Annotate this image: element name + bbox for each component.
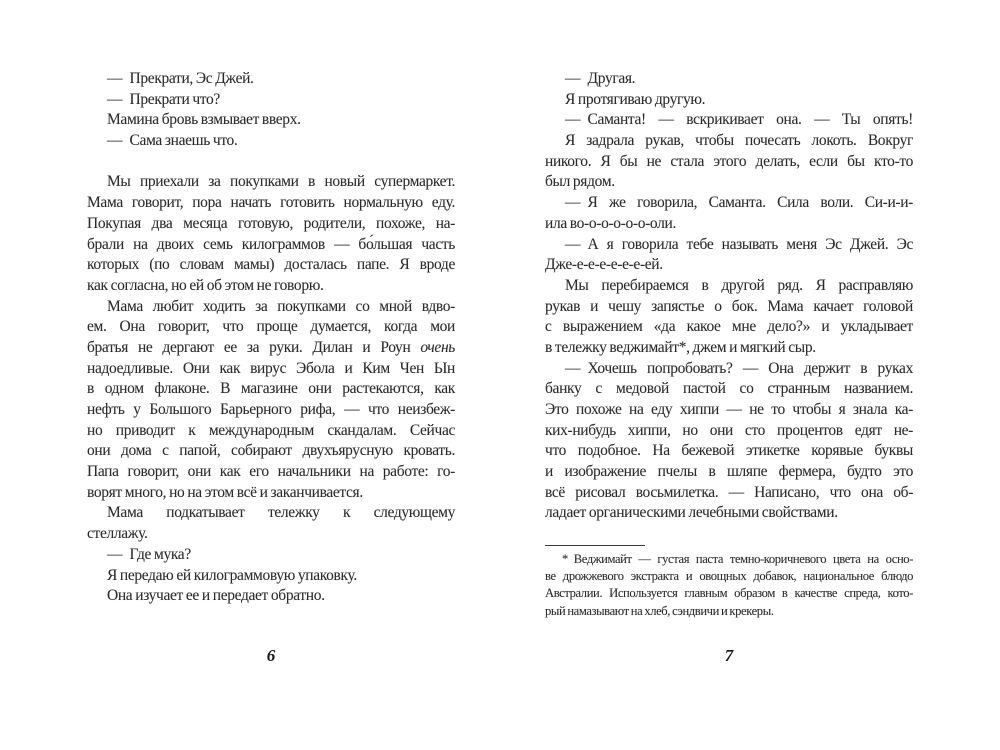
text-line: ладает органическими лечебными свойствами.: [545, 504, 838, 522]
text-line: ем. Она говорит, что проще думается, когда мои: [87, 318, 455, 336]
text-line: — А я говорила тебе называть меня Эс Джей. Эс: [565, 235, 913, 253]
text-line: * Веджимайт — густая паста темно-коричневого цвета на осно-: [562, 552, 913, 566]
text-line: ких-нибудь хиппи, но они сто процентов едят не-: [545, 421, 913, 439]
text-line: Я протягиваю другую.: [565, 90, 706, 108]
text-line: Я задрала рукав, чтобы почесать локоть. Вокруг: [565, 132, 913, 150]
text-line: ила во-о-о-о-о-о-оли.: [545, 214, 676, 232]
footnote: [545, 551, 913, 620]
left-page: [87, 0, 455, 750]
text-line: Мама любит ходить за покупками со мной вдво-: [107, 297, 455, 315]
text-line: — Где мука?: [107, 545, 191, 563]
text-line: надоедливые. Они как вирус Эбола и Ким Чен Ын: [87, 359, 455, 377]
page-number-right: 7: [724, 646, 734, 665]
text-line: Она изучает ее и передает обратно.: [107, 587, 325, 605]
text-line: Дже-е-е-е-е-е-е-ей.: [545, 256, 663, 274]
text-line: Австралии. Используется главным образом в качестве спреда, кото-: [545, 586, 913, 601]
text-line: брали на двоих семь килограммов — бо́льшая часть: [87, 235, 455, 253]
text-line: братья не дергают ее за руки. Дилан и Роун очень: [87, 338, 455, 356]
text-line: ворят много, но на этом всё и заканчивается.: [87, 483, 363, 501]
text-line: никого. Я бы не стала этого делать, если бы кто-то: [545, 152, 913, 170]
footnote-rule: [545, 545, 645, 546]
right-text-column: [545, 69, 913, 524]
text-line: Мамина бровь взмывает вверх.: [107, 111, 301, 129]
text-line: нефть у Большого Барьерного рифа, — что неизбеж-: [87, 401, 455, 418]
text-line: с выражением «да какое мне дело?» и укладывает: [545, 318, 913, 336]
text-line: — Хочешь попробовать? — Она держит в руках: [565, 359, 913, 377]
page-number-left: 6: [266, 646, 276, 665]
text-line: в тележку веджимайт*, джем и мягкий сыр.: [545, 338, 816, 356]
text-line: Папа говорит, они как его начальники на работе: го-: [87, 463, 455, 481]
text-line: и изображение пчелы в шляпе фермера, будто это: [545, 463, 913, 481]
text-line: Это похоже на еду хиппи — не то чтобы я знала ка-: [545, 401, 913, 418]
text-line: ве дрожжевого экстракта и овощных добавок, национальное блюдо: [545, 569, 913, 584]
text-line: — Прекрати, Эс Джей.: [107, 70, 254, 87]
text-line: как согласна, но ей об этом не говорю.: [87, 276, 324, 294]
text-line: которых (по словам мамы) досталась папе. Я вроде: [87, 256, 455, 274]
text-line: в одном флаконе. В магазине они растекаются, как: [87, 380, 455, 398]
text-line: но приводит к международным скандалам. Сейчас: [87, 421, 455, 439]
text-line: они дома с папой, собирают двухъярусную кровать.: [87, 442, 455, 460]
text-line: — Другая.: [565, 70, 636, 87]
text-line: банку с медовой пастой со странным названием.: [545, 380, 913, 398]
text-line: рый намазывают на хлеб, сэндвичи и крекеры.: [545, 603, 774, 618]
text-line: рукав и чешу запястье о бок. Мама качает головой: [545, 297, 913, 315]
text-line: что подобное. На бежевой этикетке корявые буквы: [545, 442, 913, 460]
text-line: Мама подкатывает тележку к следующему: [107, 504, 455, 522]
text-line: Мы приехали за покупками в новый супермаркет.: [107, 173, 455, 191]
text-line: был рядом.: [545, 173, 615, 191]
text-line: — Сама знаешь что.: [107, 132, 238, 150]
text-line: всё рисовал восьмилетка. — Написано, что она об-: [545, 483, 913, 501]
text-line: Мама говорит, пора начать готовить нормальную еду.: [87, 194, 455, 212]
left-text-column: [87, 69, 455, 607]
text-line: стеллажу.: [87, 525, 148, 543]
text-line: Покупая два месяца готовую, родители, похоже, на-: [87, 214, 455, 232]
text-line: Мы перебираемся в другой ряд. Я расправляю: [565, 276, 913, 294]
text-line: — Прекрати что?: [107, 90, 220, 108]
text-line: — Саманта! — вскрикивает она. — Ты опять!: [565, 111, 913, 129]
right-page: [545, 0, 913, 750]
text-line: — Я же говорила, Саманта. Сила воли. Си-и-и-: [565, 194, 913, 212]
text-line: Я передаю ей килограммовую упаковку.: [107, 566, 357, 584]
